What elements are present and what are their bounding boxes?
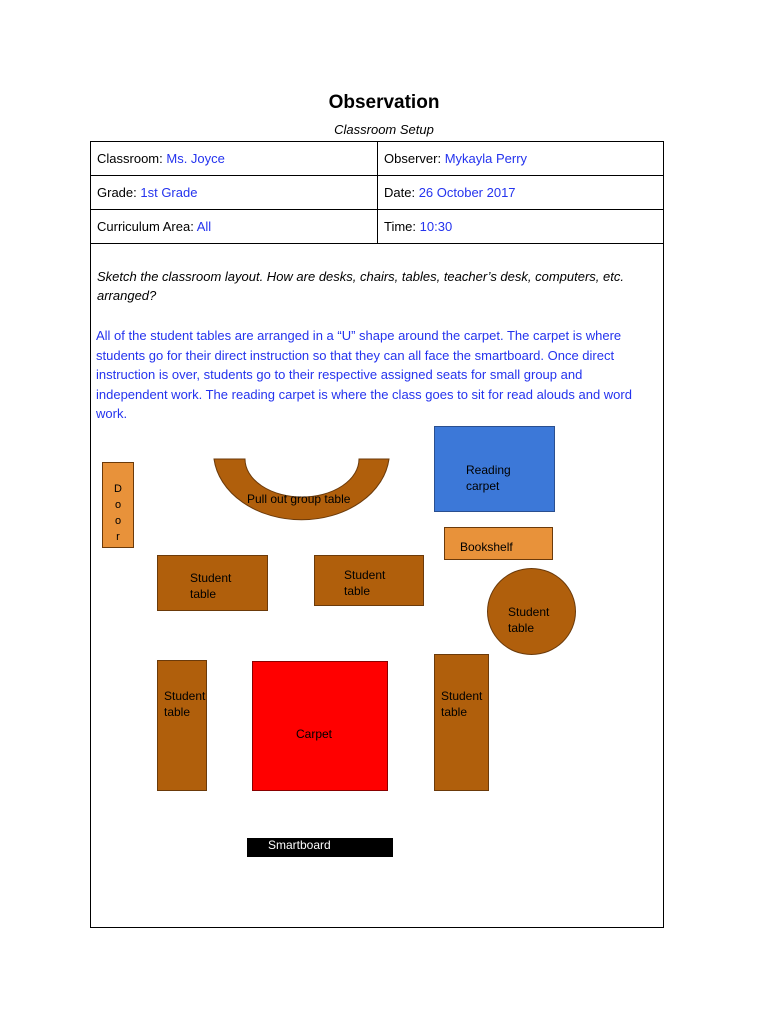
- student-table-label: Student: [190, 571, 232, 585]
- observer-label: Observer:: [384, 151, 445, 166]
- date-value: 26 October 2017: [418, 185, 516, 200]
- classroom-label: Classroom:: [97, 151, 167, 166]
- student-table: [157, 660, 207, 791]
- time-label: Time:: [384, 219, 420, 234]
- carpet: [252, 661, 388, 791]
- classroom-cell: [91, 142, 378, 176]
- student-table-label: table: [344, 584, 371, 598]
- observer-cell: [378, 142, 664, 176]
- round-student-table: [487, 568, 576, 655]
- pullout-table-label: Pull out group table: [247, 492, 351, 506]
- bookshelf-label: Bookshelf: [460, 540, 513, 554]
- door: [102, 462, 134, 548]
- smartboard-label: Smartboard: [268, 838, 331, 852]
- student-table-label: Student: [164, 689, 206, 703]
- student-table-label: table: [164, 705, 191, 719]
- grade-label: Grade:: [97, 185, 141, 200]
- curriculum-value: All: [196, 219, 212, 234]
- door-letter: r: [116, 531, 120, 543]
- grade-cell: [91, 176, 378, 210]
- date-label: Date:: [384, 185, 419, 200]
- door-letter: o: [114, 515, 122, 527]
- carpet-label: Carpet: [296, 727, 333, 741]
- smartboard: [247, 838, 393, 857]
- pullout-table-shape: [214, 459, 389, 520]
- time-cell: [378, 210, 664, 244]
- page-title: Observation: [328, 92, 440, 113]
- reading-carpet: [434, 426, 555, 512]
- student-table: [434, 654, 489, 791]
- observer-value: Mykayla Perry: [444, 151, 528, 166]
- curriculum-cell: [91, 210, 378, 244]
- sketch-answer: All of the student tables are arranged in a “U” shape around the carpet. The carpet is where students go for their direct instruction so that they can all face the smartboard. Once direct instruction is over, students go to their respective assigned seats for small group and independent work. The reading carpet is where the class goes to sit for read alouds and word work.: [96, 328, 632, 421]
- classroom-value: Ms. Joyce: [166, 151, 225, 166]
- sketch-prompt: Sketch the classroom layout. How are desks, chairs, tables, teacher’s desk, computers, etc. arranged?: [97, 269, 624, 303]
- student-table-label: Student: [441, 689, 483, 703]
- student-table-label: table: [441, 705, 468, 719]
- door-letter: D: [114, 483, 122, 495]
- student-table-label: Student: [508, 605, 550, 619]
- table-row: [91, 210, 664, 244]
- page-subtitle: Classroom Setup: [334, 122, 434, 137]
- bookshelf: [444, 527, 553, 560]
- student-table: [157, 555, 268, 611]
- student-table: [314, 555, 424, 606]
- student-table-label: Student: [344, 568, 386, 582]
- time-value: 10:30: [419, 219, 453, 234]
- table-row: [91, 142, 664, 176]
- reading-carpet-label: Reading: [466, 463, 511, 477]
- door-letter: o: [114, 499, 122, 511]
- curriculum-label: Curriculum Area:: [97, 219, 197, 234]
- student-table-label: table: [508, 621, 535, 635]
- info-table: [90, 141, 664, 244]
- date-cell: [378, 176, 664, 210]
- reading-carpet-label: carpet: [466, 479, 500, 493]
- grade-value: 1st Grade: [140, 185, 198, 200]
- table-row: [91, 176, 664, 210]
- student-table-label: table: [190, 587, 217, 601]
